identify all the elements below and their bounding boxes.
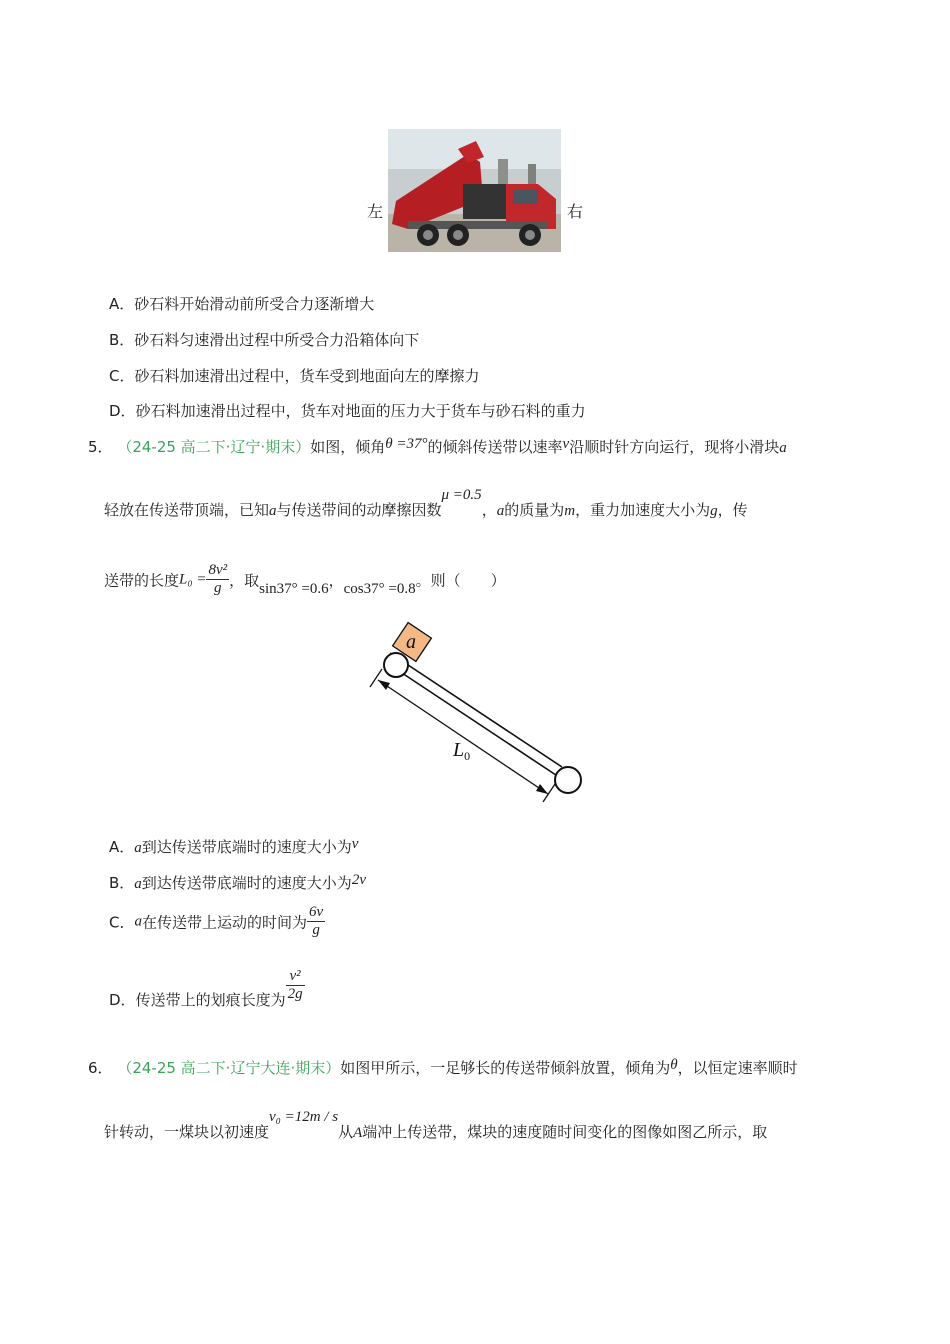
q5-text: ，传	[717, 501, 748, 519]
q5-text: ，	[328, 571, 344, 590]
var-a: a	[496, 503, 505, 519]
option-fraction	[307, 904, 325, 940]
q4-option-b	[109, 329, 419, 350]
truck-right-label: 右	[567, 202, 584, 221]
l0-fraction	[206, 562, 229, 598]
option-text: 传送带上的划痕长度为	[135, 991, 286, 1010]
var-A: A	[353, 1125, 363, 1141]
option-letter: A．	[109, 295, 135, 313]
option-letter: D．	[109, 991, 136, 1010]
var-a: a	[134, 840, 142, 856]
fraction-numerator: 8v²	[206, 562, 229, 580]
option-letter: D．	[109, 402, 136, 420]
var-g: g	[710, 503, 718, 519]
q5-option-b	[109, 872, 366, 893]
q4-option-a	[109, 293, 374, 314]
fraction-denominator: 2g	[287, 986, 303, 1003]
q5-option-c	[109, 904, 325, 940]
q5-text: 的质量为	[504, 501, 565, 519]
q6-text: 针转动，一煤块以初速度	[104, 1123, 270, 1141]
option-value: v	[351, 836, 359, 852]
q5-text: ，	[481, 501, 497, 519]
v0-value: v₀ =12m / s	[269, 1109, 339, 1125]
fraction-denominator: g	[214, 580, 222, 597]
q6-text: 端冲上传送带，煤块的速度随时间变化的图像如图乙所示，取	[362, 1123, 768, 1141]
length-label-l0: $L_0$	[453, 739, 471, 763]
q5-option-d	[109, 968, 305, 1010]
truck-left-label: 左	[367, 202, 384, 221]
question-source: （24-25 高二下·辽宁·期末）	[117, 438, 311, 456]
question-source: （24-25 高二下·辽宁大连·期末）	[117, 1059, 341, 1077]
option-text: 砂石料开始滑动前所受合力逐渐增大	[134, 295, 375, 313]
q5-text: 。则（ ）	[415, 571, 506, 590]
q6-text: 如图甲所示，一足够长的传送带倾斜放置，倾角为	[340, 1059, 671, 1077]
q5-text: 沿顺时针方向运行，现将小滑块	[569, 438, 780, 456]
l0-lhs: L₀ =	[179, 571, 207, 588]
option-fraction	[286, 968, 305, 1004]
question-number: 5．	[88, 438, 113, 456]
q5-text: 如图，倾角	[310, 438, 386, 456]
q5-text: 与传送带间的动摩擦因数	[276, 501, 442, 519]
q5-text: ，重力加速度大小为	[575, 501, 711, 519]
q5-text: 轻放在传送带顶端，已知	[104, 501, 270, 519]
mu-value: μ =0.5	[441, 487, 482, 503]
option-letter: C．	[109, 913, 135, 932]
option-text: 砂石料加速滑出过程中，货车受到地面向左的摩擦力	[134, 367, 480, 385]
var-a: a	[134, 876, 142, 892]
block-label-a: a	[406, 631, 416, 653]
q5-line-3	[104, 562, 506, 598]
q6-line-2	[104, 1109, 768, 1142]
q5-line-1	[88, 436, 787, 457]
option-text: 在传送带上运动的时间为	[141, 913, 307, 932]
sin-value: sin37° =0.6	[259, 581, 329, 598]
q5-text: ，取	[229, 571, 260, 590]
q5-line-2	[104, 487, 748, 520]
q6-line-1	[88, 1057, 798, 1078]
q4-option-d	[109, 400, 586, 421]
q5-option-a	[109, 836, 358, 857]
option-text: 砂石料匀速滑出过程中所受合力沿箱体向下	[134, 331, 420, 349]
option-letter: A．	[109, 838, 135, 856]
question-number: 6．	[88, 1059, 113, 1077]
option-text: 砂石料加速滑出过程中，货车对地面的压力大于货车与砂石料的重力	[135, 402, 586, 420]
option-value: 2v	[351, 872, 366, 888]
var-a: a	[269, 503, 277, 519]
theta-value: θ =37°	[385, 436, 428, 452]
var-a: a	[134, 913, 142, 930]
q5-text: 送带的长度	[104, 571, 180, 590]
var-theta: θ	[670, 1057, 678, 1073]
var-a: a	[779, 440, 787, 456]
option-text: 到达传送带底端时的速度大小为	[141, 838, 352, 856]
q5-text: 的倾斜传送带以速率	[427, 438, 563, 456]
option-letter: B．	[109, 331, 135, 349]
fraction-numerator: 6v	[307, 904, 325, 922]
conveyor-belt-figure	[360, 620, 600, 830]
q4-option-c	[109, 365, 480, 386]
q6-text: ，以恒定速率顺时	[677, 1059, 798, 1077]
q6-text: 从	[338, 1123, 354, 1141]
option-letter: B．	[109, 874, 135, 892]
var-v: v	[562, 436, 570, 452]
fraction-denominator: g	[312, 922, 320, 939]
option-letter: C．	[109, 367, 135, 385]
dump-truck-photo	[388, 129, 561, 252]
option-text: 到达传送带底端时的速度大小为	[141, 874, 352, 892]
var-m: m	[564, 503, 576, 519]
cos-value: cos37° =0.8	[343, 581, 416, 598]
fraction-numerator: v²	[286, 968, 305, 986]
